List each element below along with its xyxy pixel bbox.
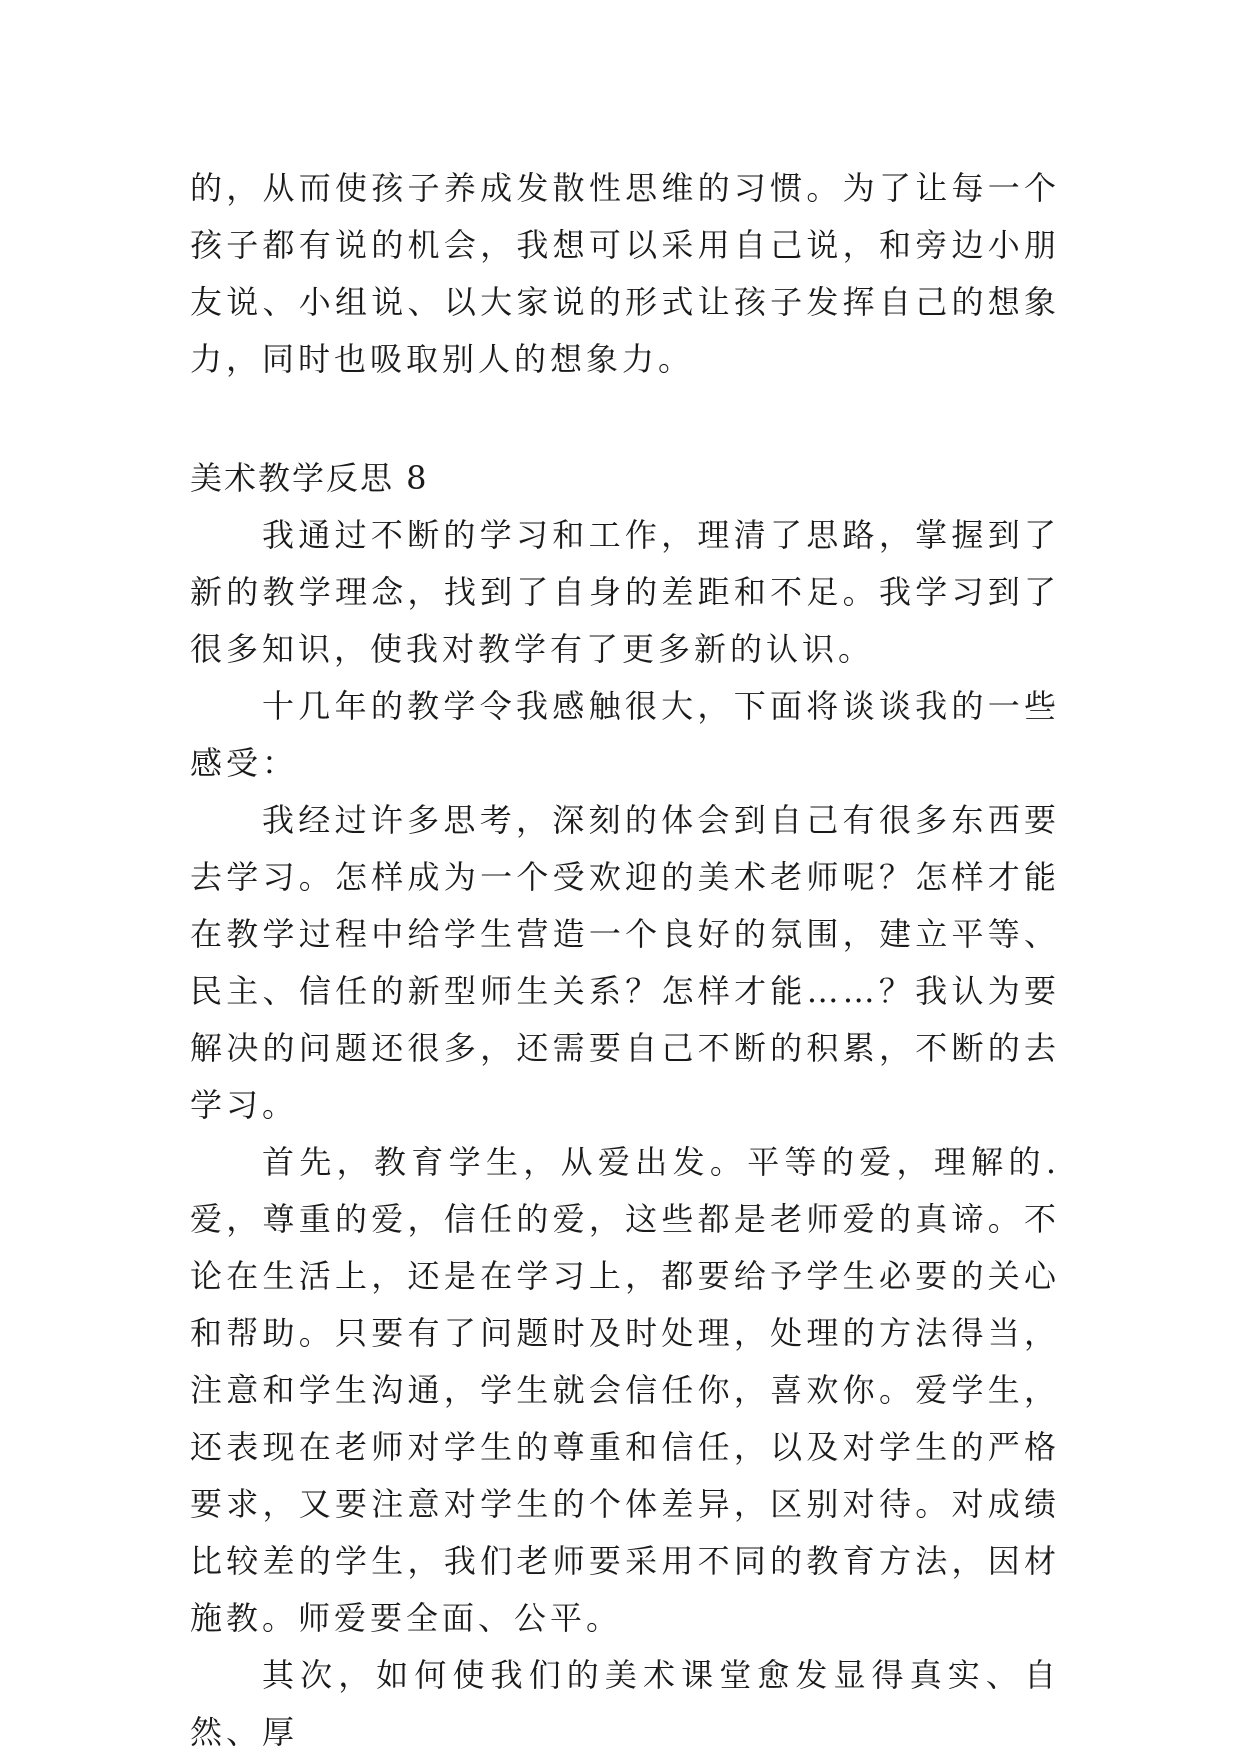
continuation-block [190, 160, 1060, 388]
section-block [190, 450, 1060, 1761]
body-paragraph: 其次，如何使我们的美术课堂愈发显得真实、自然、厚 [190, 1656, 1060, 1751]
body-paragraph: 十几年的教学令我感触很大，下面将谈谈我的一些感受： [190, 687, 1060, 782]
section-heading: 美术教学反思 8 [190, 459, 429, 497]
body-paragraph: 我通过不断的学习和工作，理清了思路，掌握到了新的教学理念，找到了自身的差距和不足。我学习到了很多知识，使我对教学有了更多新的认识。 [190, 516, 1060, 668]
body-paragraph: 首先，教育学生，从爱出发。平等的爱，理解的.爱，尊重的爱，信任的爱，这些都是老师爱的真谛。不论在生活上，还是在学习上，都要给予学生必要的关心和帮助。只要有了问题时及时处理，处理的方法得当，注意和学生沟通，学生就会信任你，喜欢你。爱学生，还表现在老师对学生的尊重和信任，以及对学生的严格要求，又要注意对学生的个体差异，区别对待。对成绩比较差的学生，我们老师要采用不同的教育方法，因材施教。师爱要全面、公平。 [190, 1143, 1060, 1637]
continuation-paragraph: 的，从而使孩子养成发散性思维的习惯。为了让每一个孩子都有说的机会，我想可以采用自己说，和旁边小朋友说、小组说、以大家说的形式让孩子发挥自己的想象力，同时也吸取别人的想象力。 [190, 169, 1060, 378]
body-paragraph: 我经过许多思考，深刻的体会到自己有很多东西要去学习。怎样成为一个受欢迎的美术老师呢？怎样才能在教学过程中给学生营造一个良好的氛围，建立平等、民主、信任的新型师生关系？怎样才能……？我认为要解决的问题还很多，还需要自己不断的积累，不断的去学习。 [190, 801, 1060, 1124]
